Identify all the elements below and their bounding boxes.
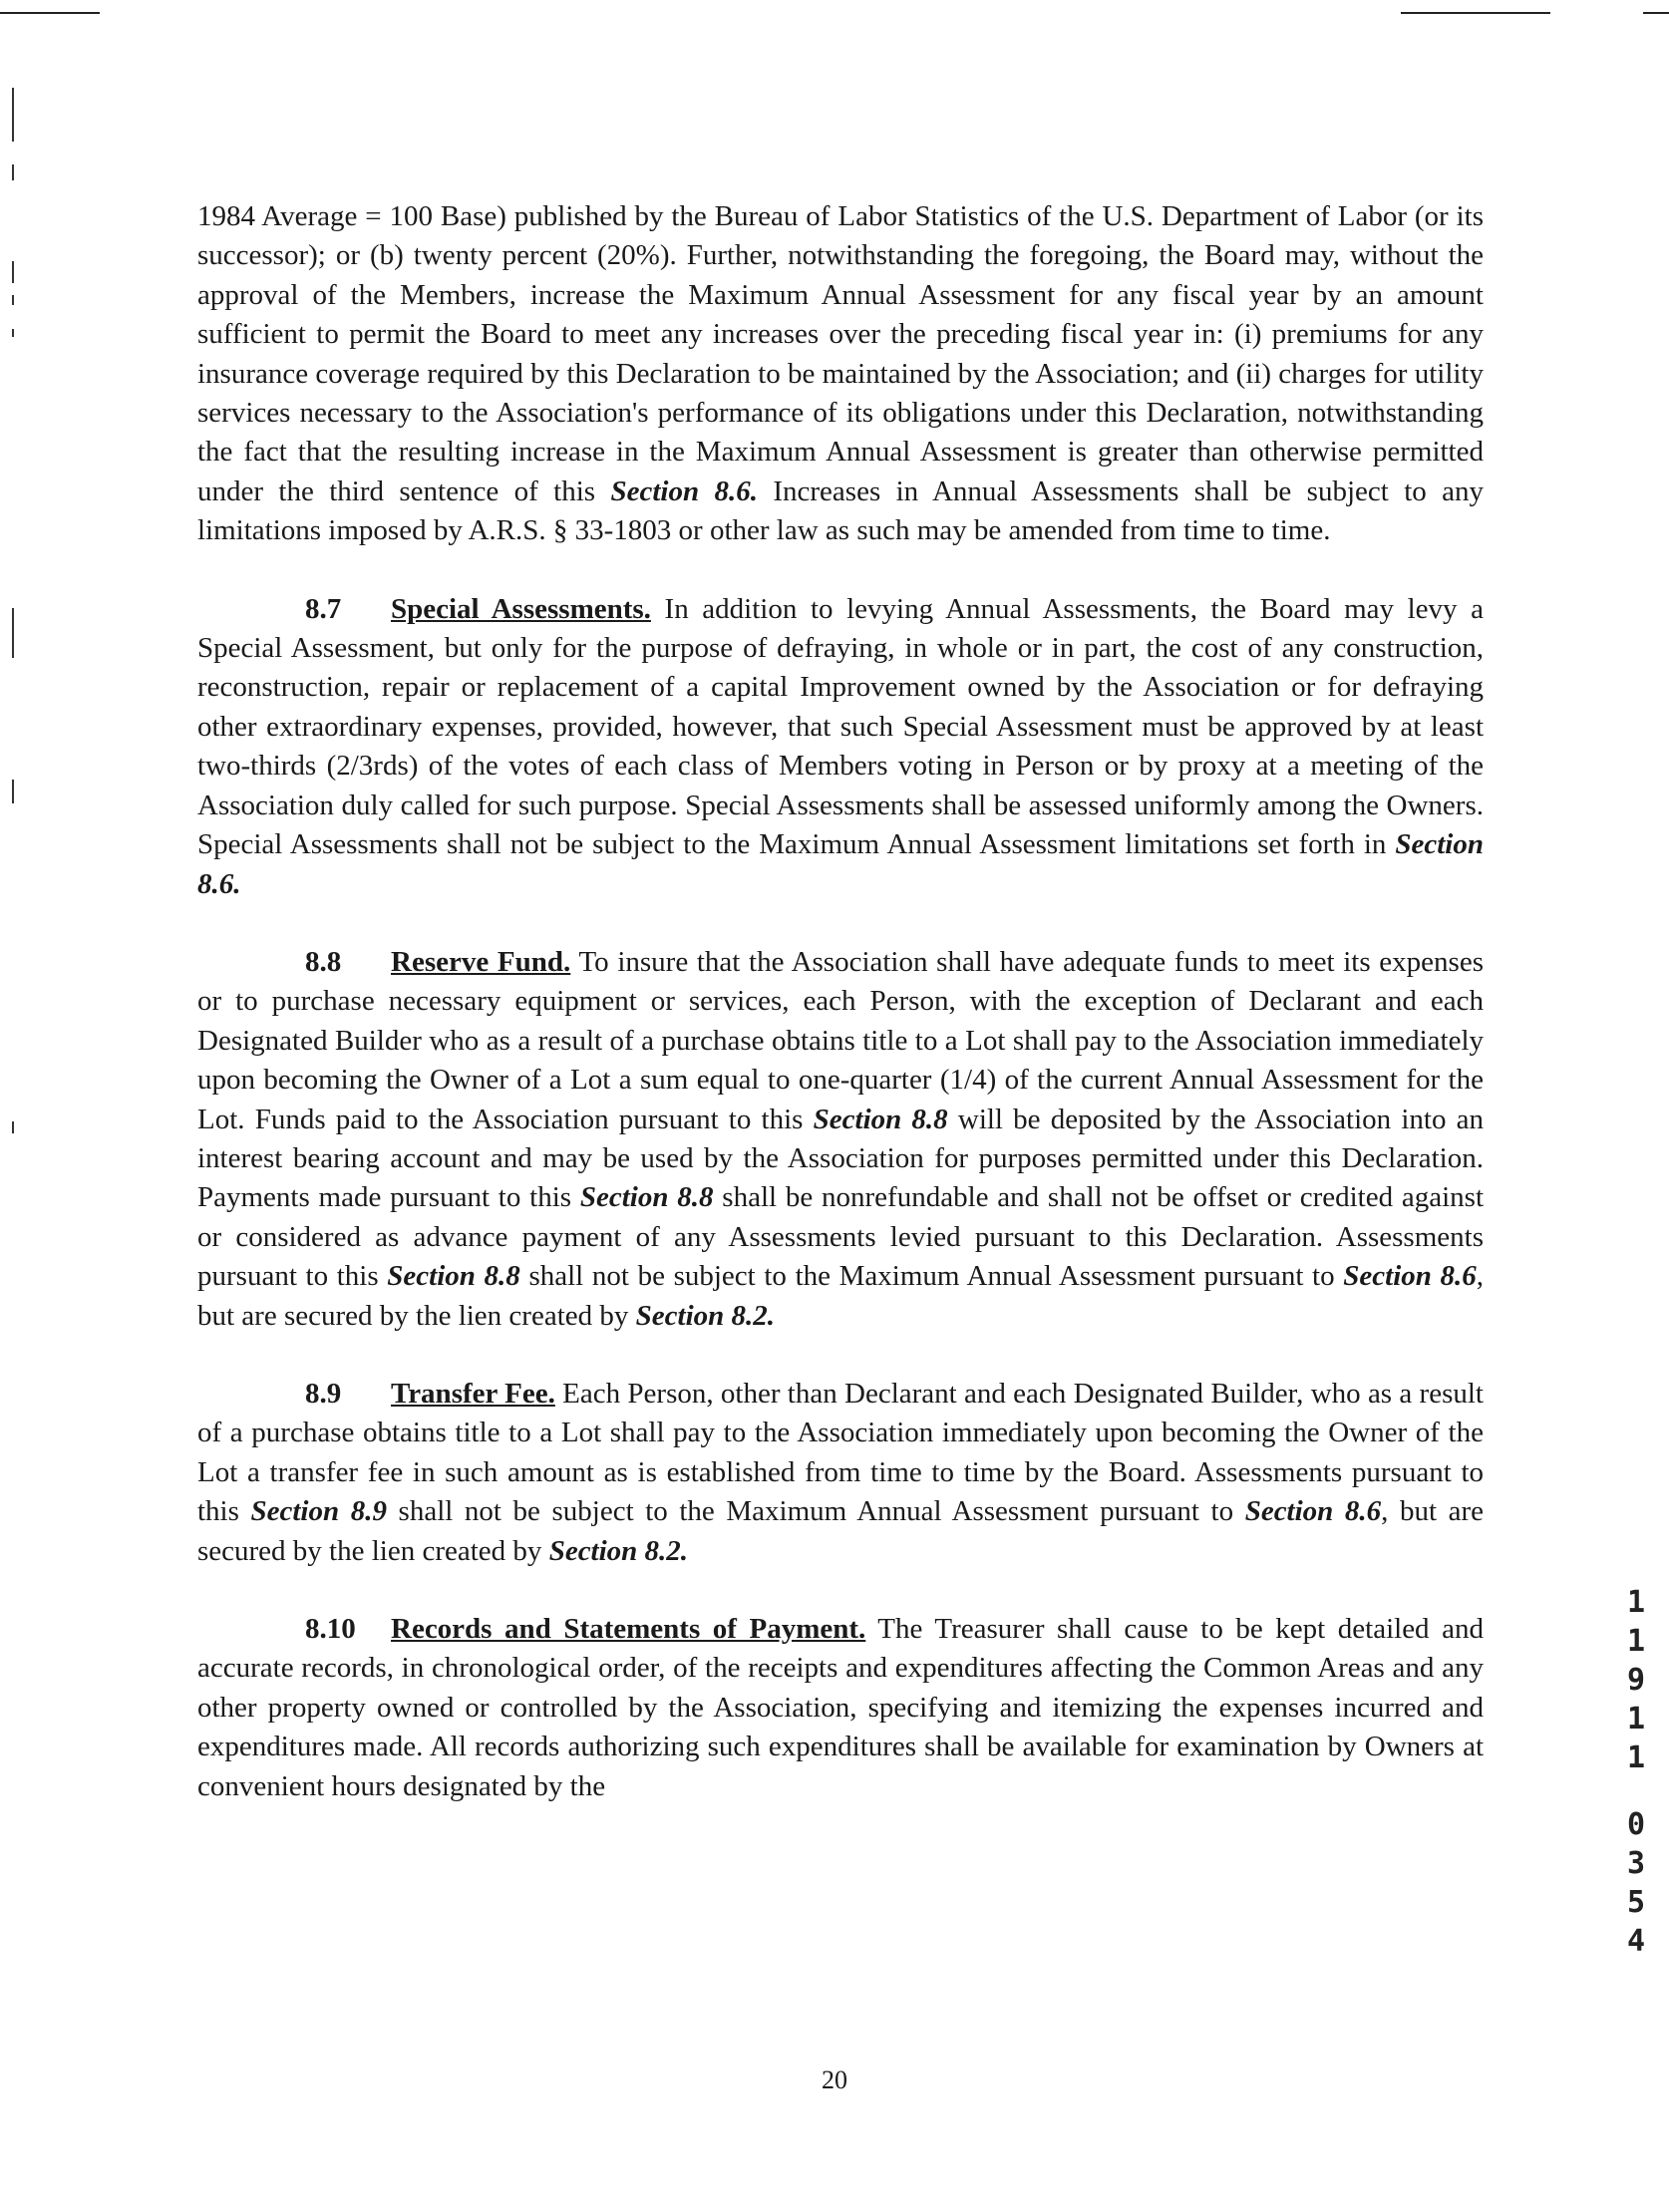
margin-mark bbox=[12, 261, 14, 283]
stamp-digit: 1 bbox=[1626, 1740, 1646, 1775]
scan-artifact-rule-right bbox=[1401, 12, 1550, 14]
section-reference: Section 8.6 bbox=[1244, 1495, 1382, 1528]
intro-paragraph: 1984 Average = 100 Base) published by the Bureau of Labor Statistics of the U.S. Department of Labor (or its successor); or (b) twenty percent (20%). Further, notwithstanding the foregoing, the Board may, without the approval of the Members, increase the Maximum Annual Assessment for any fiscal year by an amount sufficient to permit the Board to meet any increases over the preceding fiscal year in: (i) premiums for any insurance coverage required by this Declaration to be maintained by the Association; and (ii) charges for utility services necessary to the Association's performance of its obligations under this Declaration, notwithstanding the fact that the resulting increase in the Maximum Annual Assessment is greater than otherwise permitted under the third sentence of this Section 8.6. Increases in Annual Assessments shall be subject to any limitations imposed by A.R.S. § 33-1803 or other law as such may be amended from time to time. bbox=[197, 200, 1485, 547]
section-heading: Records and Statements of Payment. bbox=[391, 1613, 866, 1645]
scan-artifact-rule-left bbox=[0, 12, 100, 14]
section-number: 8.7 bbox=[305, 592, 342, 625]
section-reference: Section 8.9 bbox=[250, 1495, 387, 1528]
margin-mark bbox=[12, 329, 14, 337]
stamp-digit: 5 bbox=[1626, 1885, 1646, 1920]
scan-artifact-dash bbox=[1643, 12, 1669, 14]
section-8-7: 8.7 Special Assessments. In addition to levying Annual Assessments, the Board may levy a Special Assessment, but only for the purpose of defraying, in whole or in part, the cost of any construction, reconstruction, repair or replacement of a capital Improvement owned by the Association or for defraying other extraordinary expenses, provided, however, that such Special Assessment must be approved by at least two-thirds (2/3rds) of the votes of each class of Members voting in Person or by proxy at a meeting of the Association duly called for such purpose. Special Assessments shall be assessed uniformly among the Owners. Special Assessments shall not be subject to the Maximum Annual Assessment limitations set forth in Section 8.6. bbox=[197, 590, 1484, 904]
margin-mark bbox=[12, 780, 14, 803]
section-8-8: 8.8 Reserve Fund. To insure that the Association shall have adequate funds to meet its expenses or to purchase necessary equipment or services, each Person, with the exception of Declarant and each Designated Builder who as a result of a purchase obtains title to a Lot shall pay to the Association immediately upon becoming the Owner of a Lot a sum equal to one-quarter (1/4) of the current Annual Assessment for the Lot. Funds paid to the Association pursuant to this Section 8.8 will be deposited by the Association into an interest bearing account and may be used by the Association for purposes permitted under this Declaration. Payments made pursuant to this Section 8.8 shall be nonrefundable and shall not be offset or credited against or considered as advance payment of any Assessments levied pursuant to this Declaration. Assessments pursuant to this Section 8.8 shall not be subject to the Maximum Annual Assessment pursuant to Section 8.6, but are secured by the lien created by Section 8.2. bbox=[197, 943, 1484, 1336]
margin-mark bbox=[12, 295, 14, 305]
section-number: 8.10 bbox=[305, 1613, 356, 1645]
section-reference: Section 8.8 bbox=[387, 1260, 520, 1293]
section-reference: Section 8.6. bbox=[610, 474, 758, 507]
section-reference: Section 8.8 bbox=[579, 1181, 714, 1214]
section-number: 8.9 bbox=[305, 1377, 342, 1410]
section-reference: Section 8.8 bbox=[813, 1103, 948, 1135]
document-body bbox=[197, 197, 1484, 1806]
stamp-digit: 9 bbox=[1626, 1663, 1646, 1698]
margin-mark bbox=[12, 608, 14, 658]
section-reference: Section 8.2. bbox=[548, 1534, 689, 1567]
recording-stamp-group-1 bbox=[1621, 1583, 1651, 1777]
section-reference: Section 8.6. bbox=[197, 828, 1484, 900]
margin-mark bbox=[12, 88, 14, 142]
section-heading: Transfer Fee. bbox=[391, 1377, 555, 1410]
stamp-digit: 0 bbox=[1626, 1807, 1646, 1842]
stamp-digit: 1 bbox=[1626, 1585, 1646, 1620]
section-heading: Reserve Fund. bbox=[391, 945, 571, 978]
section-heading: Special Assessments. bbox=[391, 592, 651, 625]
section-reference: Section 8.6 bbox=[1343, 1260, 1477, 1293]
page-number: 20 bbox=[822, 2065, 847, 2094]
margin-mark bbox=[12, 164, 14, 180]
recording-stamp-group-2 bbox=[1621, 1805, 1651, 1961]
section-8-10: 8.10 Records and Statements of Payment. The Treasurer shall cause to be kept detailed and accurate records, in chronological order, of the receipts and expenditures affecting the Common Areas and any other property owned or controlled by the Association, specifying and itemizing the expenses incurred and expenditures made. All records authorizing such expenditures shall be available for examination by Owners at convenient hours designated by the bbox=[197, 1610, 1484, 1806]
margin-mark bbox=[12, 1121, 14, 1133]
stamp-digit: 3 bbox=[1626, 1846, 1646, 1881]
stamp-digit: 1 bbox=[1626, 1624, 1646, 1659]
stamp-digit: 4 bbox=[1626, 1924, 1646, 1959]
section-number: 8.8 bbox=[305, 945, 342, 978]
stamp-digit: 1 bbox=[1626, 1702, 1646, 1737]
section-reference: Section 8.2. bbox=[635, 1299, 776, 1332]
section-8-9: 8.9 Transfer Fee. Each Person, other than Declarant and each Designated Builder, who as a result of a purchase obtains title to a Lot shall pay to the Association immediately upon becoming the Owner of the Lot a transfer fee in such amount as is established from time to time by the Board. Assessments pursuant to this Section 8.9 shall not be subject to the Maximum Annual Assessment pursuant to Section 8.6, but are secured by the lien created by Section 8.2. bbox=[197, 1375, 1484, 1571]
